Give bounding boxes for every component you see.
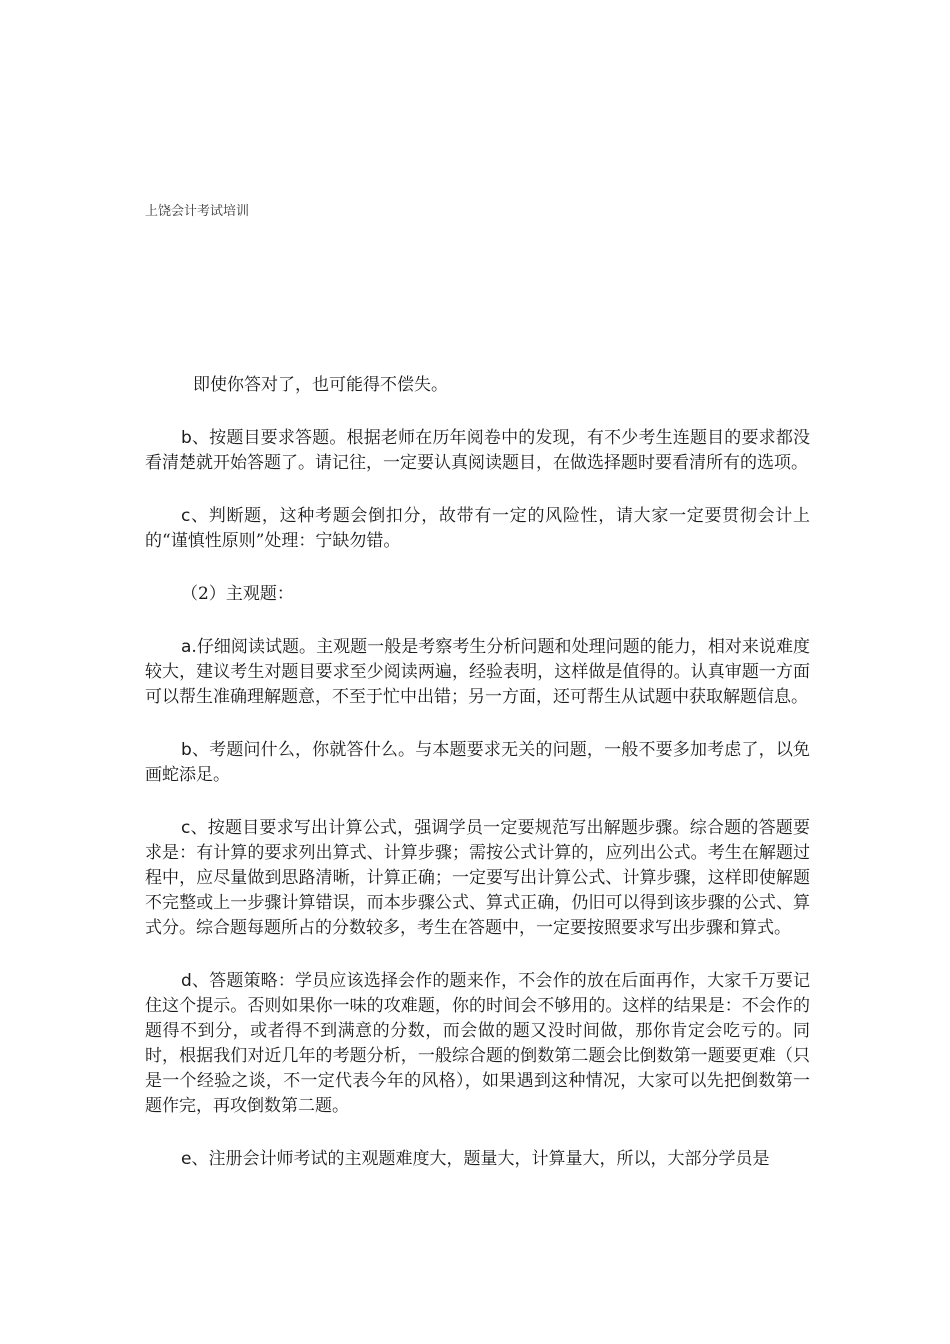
list-marker: c xyxy=(181,818,191,838)
paragraph-b-answer-what-asked xyxy=(145,738,810,788)
paragraph-text: 、判断题，这种考题会倒扣分，故带有一定的风险性，请大家一定要贯彻会计上的“谨慎性原则”处理：宁缺勿错。 xyxy=(145,506,810,551)
paragraph-text: 、按题目要求写出计算公式，强调学员一定要规范写出解题步骤。综合题的答题要求是：有计算的要求列出算式、计算步骤；需按公式计算的，应列出公式。考生在解题过程中，应尽量做到思路清晰，计算正确；一定要写出计算公式、计算步骤，这样即使解题不完整或上一步骤计算错误，而本步骤公式、算式正确，仍旧可以得到该步骤的公式、算式分。综合题每题所占的分数较多，考生在答题中，一定要按照要求写出步骤和算式。 xyxy=(145,818,810,938)
paragraph-c-formulas xyxy=(145,816,810,941)
paragraph-a-read-carefully xyxy=(145,635,810,710)
list-marker: b xyxy=(181,740,192,760)
document-body xyxy=(145,373,810,1200)
paragraph-text: .仔细阅读试题。主观题一般是考察考生分析问题和处理问题的能力，相对来说难度较大，建议考生对题目要求至少阅读两遍，经验表明，这样做是值得的。认真审题一方面可以帮生准确理解题意，不至于忙中出错；另一方面，还可帮生从试题中获取解题信息。 xyxy=(145,637,810,707)
paragraph-text: 、答题策略：学员应该选择会作的题来作，不会作的放在后面再作，大家千万要记住这个提示。否则如果你一味的攻难题，你的时间会不够用的。这样的结果是：不会作的题得不到分，或者得不到满意的分数，而会做的题又没时间做，那你肯定会吃亏的。同时，根据我们对近几年的考题分析，一般综合题的倒数第二题会比倒数第一题要更难（只是一个经验之谈，不一定代表今年的风格），如果遇到这种情况，大家可以先把倒数第一题作完，再攻倒数第二题。 xyxy=(145,971,810,1116)
paragraph-d-strategy xyxy=(145,969,810,1119)
list-marker: d xyxy=(181,971,192,991)
paragraph-text: 即使你答对了，也可能得不偿失。 xyxy=(193,375,448,395)
paragraph-text: （2）主观题： xyxy=(181,584,294,604)
list-marker: c xyxy=(181,506,191,526)
paragraph-text: 、按题目要求答题。根据老师在历年阅卷中的发现，有不少考生连题目的要求都没看清楚就开始答题了。请记往，一定要认真阅读题目，在做选择题时要看清所有的选项。 xyxy=(145,428,810,473)
paragraph-text: 、考题问什么，你就答什么。与本题要求无关的问题，一般不要多加考虑了，以免画蛇添足。 xyxy=(145,740,810,785)
paragraph-continuation xyxy=(145,373,810,398)
list-marker: a xyxy=(181,637,192,657)
document-header: 上饶会计考试培训 xyxy=(145,204,250,219)
list-marker: e xyxy=(181,1149,192,1169)
list-marker: b xyxy=(181,428,192,448)
paragraph-text: 、注册会计师考试的主观题难度大，题量大，计算量大，所以，大部分学员是 xyxy=(191,1149,770,1169)
paragraph-c-true-false xyxy=(145,504,810,554)
section-heading-subjective xyxy=(145,582,810,607)
paragraph-e-difficulty xyxy=(145,1147,810,1172)
paragraph-b-answer-requirements xyxy=(145,426,810,476)
